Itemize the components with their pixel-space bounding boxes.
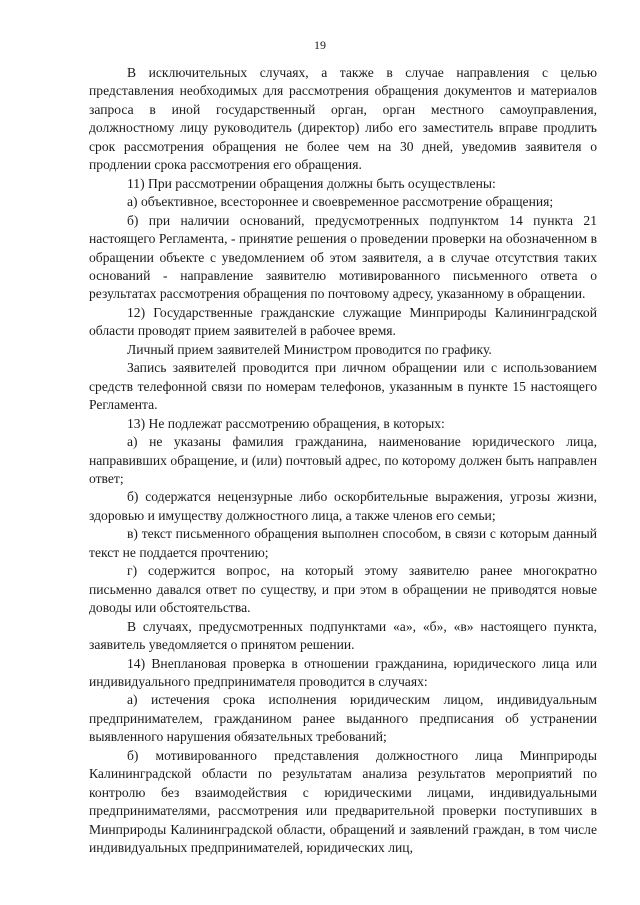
paragraph: В случаях, предусмотренных подпунктами «а», «б», «в» настоящего пункта, заявитель уведомляется о принятом решении. (89, 618, 597, 653)
document-body (89, 64, 597, 857)
paragraph: б) при наличии оснований, предусмотренных подпунктом 14 пункта 21 настоящего Регламента, - принятие решения о проведении проверки на обозначенном в обращении объекте с уведомлением об этом заявителя, а в случае отсутствия таких оснований - направление заявителю мотивированного письменного ответа о результатах рассмотрения обращения по почтовому адресу, указанному в обращении. (89, 212, 597, 302)
paragraph: а) объективное, всестороннее и своевременное рассмотрение обращения; (127, 194, 554, 210)
paragraph: В исключительных случаях, а также в случае направления с целью представления необходимых для рассмотрения обращения документов и материалов запроса в иной государственный орган, орган местного самоуправления, должностному лицу руководитель (директор) либо его заместитель вправе продлить срок рассмотрения обращения не более чем на 30 дней, уведомив заявителя о продлении срока рассмотрения его обращения. (89, 65, 597, 173)
page-number: 19 (314, 38, 326, 52)
paragraph: 11) При рассмотрении обращения должны быть осуществлены: (127, 175, 496, 191)
paragraph: г) содержится вопрос, на который этому заявителю ранее многократно письменно давался ответ по существу, и при этом в обращении не приводятся новые доводы или обстоятельства. (89, 563, 597, 616)
paragraph: 13) Не подлежат рассмотрению обращения, в которых: (127, 415, 445, 431)
paragraph: б) мотивированного представления должностного лица Минприроды Калининградской области по результатам анализа результатов мероприятий по контролю без взаимодействия с юридическими лицами, индивидуальными предпринимателями, рассмотрения или предварительной проверки поступивших в Минприроды Калининградской области, обращений и заявлений граждан, в том числе индивидуальных предпринимателей, юридических лиц, (89, 747, 597, 856)
paragraph: а) истечения срока исполнения юридическим лицом, индивидуальным предпринимателем, гражданином ранее выданного предписания об устранении выявленного нарушения обязательных требований; (89, 692, 597, 745)
paragraph: в) текст письменного обращения выполнен способом, в связи с которым данный текст не поддается прочтению; (89, 526, 597, 560)
paragraph: Личный прием заявителей Министром проводится по графику. (127, 341, 492, 357)
paragraph: Запись заявителей проводится при личном обращении или с использованием средств телефонной связи по номерам телефонов, указанным в пункте 15 настоящего Регламента. (89, 360, 597, 413)
paragraph: 12) Государственные гражданские служащие Минприроды Калининградской области проводят прием заявителей в рабочее время. (89, 304, 597, 339)
paragraph: 14) Внеплановая проверка в отношении гражданина, юридического лица или индивидуального предпринимателя проводится в случаях: (89, 655, 597, 689)
paragraph: а) не указаны фамилия гражданина, наименование юридического лица, направивших обращение, и (или) почтовый адрес, по которому должен быть направлен ответ; (89, 434, 597, 486)
paragraph: б) содержатся нецензурные либо оскорбительные выражения, угрозы жизни, здоровью и имуществу должностного лица, а также членов его семьи; (89, 489, 597, 523)
